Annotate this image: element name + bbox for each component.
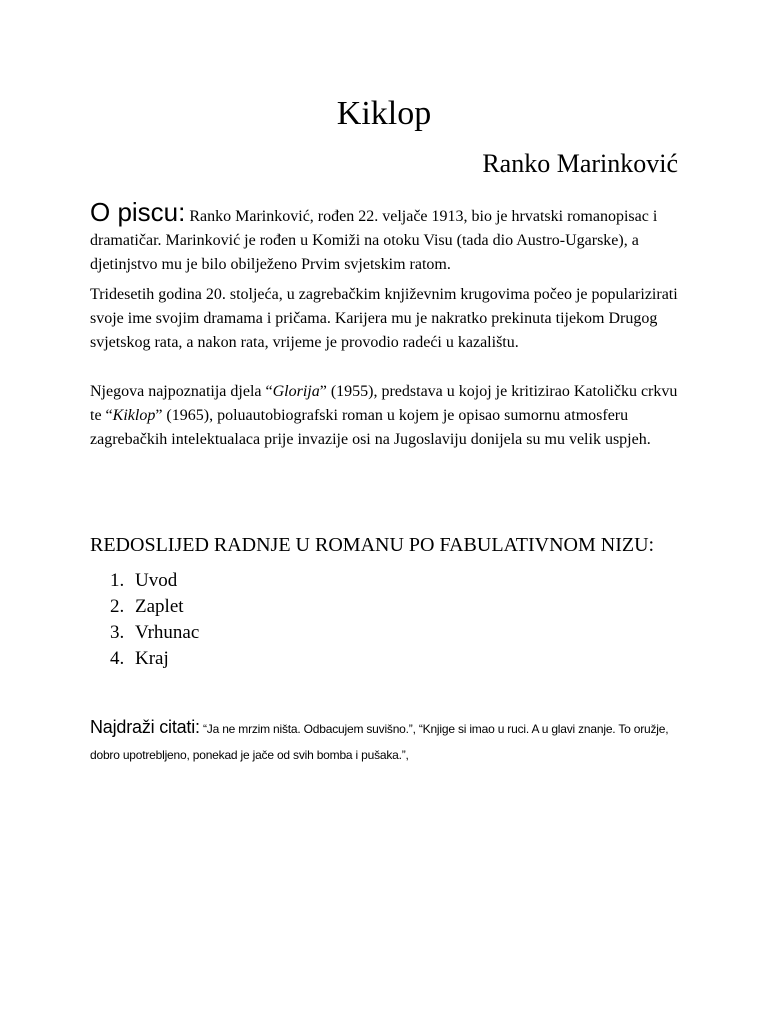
plot-step-label: Vrhunac xyxy=(135,622,200,643)
author-name: Ranko Marinković xyxy=(482,149,678,178)
plot-step-item xyxy=(90,620,199,646)
plot-step-number: 1. xyxy=(110,570,125,591)
plot-step-label: Uvod xyxy=(135,570,178,591)
plot-step-item xyxy=(90,594,199,620)
works-paragraph xyxy=(90,380,690,452)
works-text-part1: Njegova najpoznatija djela “ xyxy=(90,383,273,400)
plot-order-heading: REDOSLIJED RADNJE U ROMANU PO FABULATIVNOM NIZU: xyxy=(90,534,655,556)
favorite-quotes-text: “Ja ne mrzim ništa. Odbacujem suvišno.”, “Knjige si imao u ruci. A u glavi znanje. To oružje, dobro upotrebljeno, ponekad je jače od svih bomba i pušaka.”, xyxy=(90,722,669,762)
plot-step-label: Kraj xyxy=(135,648,169,669)
works-text-part3: ” (1965), poluautobiografski roman u kojem je opisao sumornu atmosferu zagrebačkih intelektualaca prije invazije osi na Jugoslaviju donijela su mu velik uspjeh. xyxy=(90,407,651,448)
document-title: Kiklop xyxy=(336,95,432,132)
plot-step-number: 2. xyxy=(110,596,125,617)
career-paragraph: Tridesetih godina 20. stoljeća, u zagrebačkim književnim krugovima počeo je popularizirati svoje ime svojim dramama i pričama. Karijera mu je nakratko prekinuta tijekom Drugog svjetskog rata, a nakon rata, vrijeme je provodio radeći u kazalištu. xyxy=(90,286,678,351)
plot-step-item xyxy=(90,646,199,672)
plot-step-label: Zaplet xyxy=(135,596,184,617)
works-text-part2: ” (1955), predstava u kojoj je kritizirao Katoličku crkvu te “ xyxy=(90,383,678,424)
plot-step-number: 3. xyxy=(110,622,125,643)
favorite-quotes-lead: Najdraži citati: xyxy=(90,717,200,737)
about-author-text: Ranko Marinković, rođen 22. veljače 1913, bio je hrvatski romanopisac i dramatičar. Marinković je rođen u Komiži na otoku Visu (tada dio Austro-Ugarske), a djetinjstvo mu je bilo obilježeno Prvim svjetskim ratom. xyxy=(90,208,658,273)
favorite-quotes-paragraph xyxy=(90,714,690,768)
about-author-paragraph xyxy=(90,199,690,277)
plot-step-number: 4. xyxy=(110,648,125,669)
work-title-kiklop: Kiklop xyxy=(112,407,156,424)
about-author-lead: O piscu: xyxy=(90,197,186,227)
plot-steps-list xyxy=(90,568,199,672)
work-title-glorija: Glorija xyxy=(272,383,320,400)
plot-step-item xyxy=(90,568,199,594)
